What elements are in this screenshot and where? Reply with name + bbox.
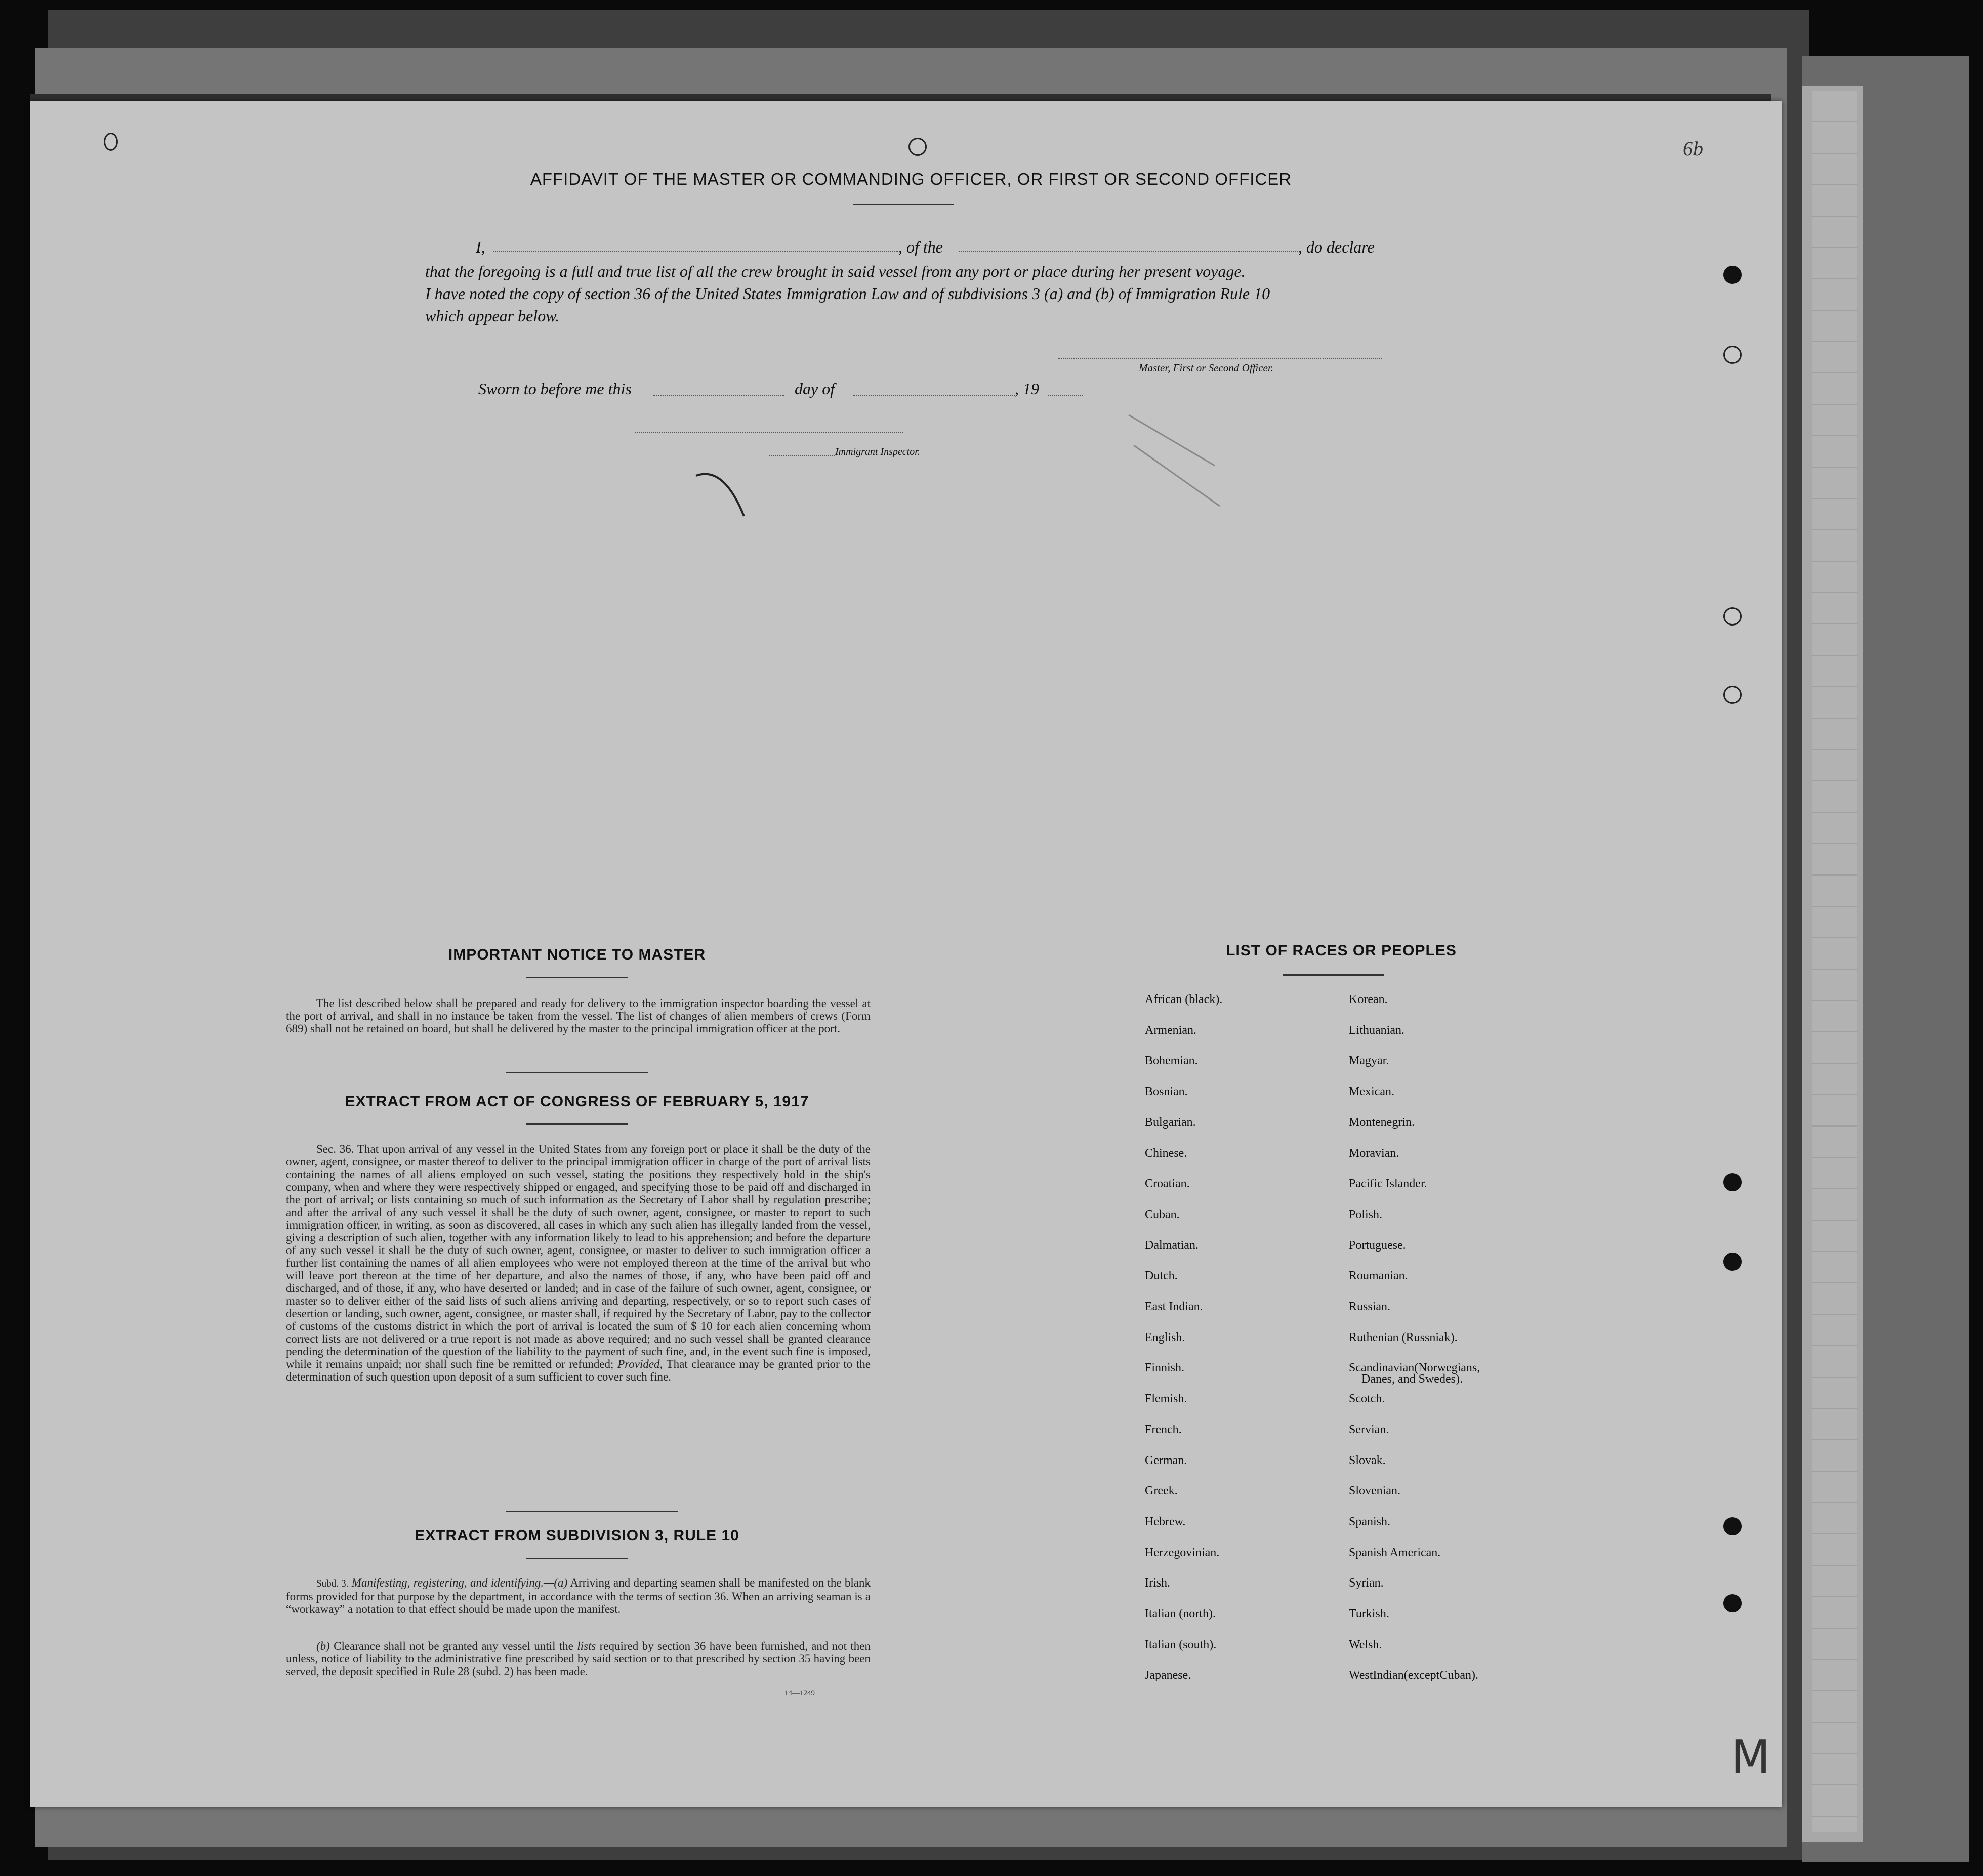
month-blank [853,395,1015,396]
race-item: Scandinavian(Norwegians, [1349,1361,1480,1374]
punch-hole [1723,1253,1742,1271]
subd-heading: Manifesting, registering, and identifying.—(a) [351,1576,568,1589]
affidavit-line-4: which appear below. [425,307,560,325]
race-item: Montenegrin. [1349,1116,1415,1129]
of-the-label: , of the [898,238,943,256]
lists-word: lists [577,1640,596,1652]
declare-label: , do declare [1298,238,1375,256]
race-item: Bohemian. [1145,1054,1198,1067]
year-blank [1048,395,1083,396]
race-item: Welsh. [1349,1638,1382,1651]
rule-extract-text-a [286,1576,871,1615]
race-item: Portuguese. [1349,1239,1406,1252]
handwritten-stroke [693,466,749,521]
act-extract-body-end: That clearance may be granted prior to the determination of such question upon deposit of a sum sufficient to cover such fine. [286,1358,871,1383]
race-item: Herzegovinian. [1145,1546,1220,1559]
race-item: Spanish American. [1349,1546,1441,1559]
affidavit-line-2: that the foregoing is a full and true list of all the crew brought in said vessel from any port or place during her present voyage. [425,262,1246,280]
race-item: Magyar. [1349,1054,1389,1067]
punch-hole [1723,1173,1742,1191]
punch-hole [1723,686,1742,704]
rule-extract-title: EXTRACT FROM SUBDIVISION 3, RULE 10 [415,1527,739,1544]
provided-word: Provided, [617,1358,663,1370]
race-item: Slovenian. [1349,1484,1400,1497]
vessel-blank [959,251,1298,252]
race-item: Roumanian. [1349,1269,1408,1282]
race-item: German. [1145,1454,1187,1467]
sworn-before-label: Sworn to before me this [478,380,632,398]
race-item: Irish. [1145,1576,1170,1590]
race-item: Dutch. [1145,1269,1178,1282]
handwritten-mark: M [1731,1731,1770,1784]
act-extract-body: Sec. 36. That upon arrival of any vessel in the United States from any foreign port or place it shall be the duty of the owner, agent, consignee, or master thereof to deliver to the principal immigration officer in charge of the port of arrival lists containing the names of all aliens employed on such vessel, stating the positions they respectively hold in the ship's company, when and where they were respectively shipped or engaged, and specifying those to be paid off and discharged in the port of arrival; or lists containing so much of such information as the Secretary of Labor shall by regulation prescribe; and after the arrival of any such vessel it shall be the duty of such owner, agent, consignee, or master to report to such immigration officer, in writing, as soon as discovered, all cases in which any such alien has illegally landed from the vessel, giving a description of such alien, together with any information likely to lead to his apprehension; and before the departure of any such vessel it shall be the duty of such owner, agent, consignee, or master to deliver to such immigration officer a further list containing the names of all alien employees who were not employed thereon at the time of the arrival but who will leave port thereon at the time of her departure, and also the names of those, if any, who have been paid off and discharged, and of those, if any, who have deserted or landed; and in case of the failure of such owner, agent, consignee, or master so to deliver either of the said lists of such aliens arriving and departing, respectively, or so to report such cases of desertion or landing, such owner, agent, consignee, or master shall, if required by the Secretary of Labor, pay to the collector of customs of the customs district in which the port of arrival is located the sum of $ 10 for each alien concerning whom correct lists are not delivered or a true report is not made as above required; and no such vessel shall be granted clearance pending the determination of the question of the liability to the payment of such fine, and, in the event such fine is imposed, while it remains unpaid; nor shall such fine be remitted or refunded; [286,1143,871,1370]
faint-pencil-strokes [1124,405,1225,526]
race-item: Japanese. [1145,1669,1191,1682]
race-item: Greek. [1145,1484,1178,1497]
race-item: Slovak. [1349,1454,1386,1467]
notice-title: IMPORTANT NOTICE TO MASTER [448,946,706,963]
rule-text-a: Arriving and departing seamen shall be manifested on the blank forms provided for that purpose by the department, in accordance with the terms of section 36. When an arriving seaman is a “workaway” a notation to that effect should be made upon the manifest. [286,1576,871,1615]
rule-text-b2: required by section 36 have been furnished, and not then unless, notice of liability to the administrative fine prescribed by said section or to that prescribed by section 35 having been served, the deposit specified in Rule 28 (subd. 2) has been made. [286,1640,871,1678]
race-item: Pacific Islander. [1349,1177,1427,1190]
race-item: Hebrew. [1145,1515,1186,1528]
race-item: Flemish. [1145,1392,1187,1405]
b-label: (b) [316,1640,330,1652]
race-item: Spanish. [1349,1515,1391,1528]
form-number: 14—1249 [784,1689,815,1697]
handwritten-mark: 6b [1683,137,1703,160]
race-item: WestIndian(exceptCuban). [1349,1669,1478,1682]
race-item: Bosnian. [1145,1085,1188,1098]
divider [506,1511,678,1512]
day-blank [653,395,784,396]
race-item: Cuban. [1145,1208,1180,1221]
day-of-label: day of [795,380,835,398]
affidavit-line-3: I have noted the copy of section 36 of the United States Immigration Law and of subdivisions 3 (a) and (b) of Immigration Rule 10 [425,284,1270,303]
race-item: Servian. [1349,1423,1389,1436]
race-item-continuation: Danes, and Swedes). [1361,1372,1463,1386]
subd-label: Subd. 3. [316,1578,349,1589]
race-item: Lithuanian. [1349,1024,1404,1037]
race-item: Scotch. [1349,1392,1385,1405]
race-item: Syrian. [1349,1576,1384,1590]
inspector-dots [769,455,835,456]
act-extract-text [286,1143,871,1383]
inspector-caption: Immigrant Inspector. [835,446,920,457]
race-item: Finnish. [1145,1361,1185,1374]
divider [1283,974,1384,976]
rule-extract-text-b [286,1640,871,1678]
race-item: Polish. [1349,1208,1383,1221]
year-prefix: , 19 [1015,380,1039,398]
race-item: Russian. [1349,1300,1391,1313]
punch-hole [1723,266,1742,284]
divider [526,1558,628,1559]
punch-hole [908,138,927,156]
inspector-signature-blank [635,432,903,433]
ruled-lines [1812,91,1857,1832]
divider [526,977,628,978]
act-extract-title: EXTRACT FROM ACT OF CONGRESS OF FEBRUARY 5, 1917 [345,1093,809,1110]
race-item: Bulgarian. [1145,1116,1196,1129]
races-title: LIST OF RACES OR PEOPLES [1226,942,1457,959]
race-item: Korean. [1349,993,1388,1006]
notice-text: The list described below shall be prepared and ready for delivery to the immigration inspector boarding the vessel at the port of arrival, and shall in no instance be taken from the vessel. The list of changes of alien members of crews (Form 689) shall not be retained on board, but shall be delivered by the master to the principal immigration officer at the port. [286,997,871,1035]
race-item: Chinese. [1145,1147,1187,1160]
race-item: French. [1145,1423,1182,1436]
divider [853,204,954,205]
race-item: African (black). [1145,993,1223,1006]
divider [506,1072,648,1073]
race-item: Croatian. [1145,1177,1190,1190]
rule-text-b1: Clearance shall not be granted any vessel until the [334,1640,573,1652]
affidavit-i-label: I, [476,238,485,256]
punch-hole [1723,607,1742,626]
affidavit-title: AFFIDAVIT OF THE MASTER OR COMMANDING OFFICER, OR FIRST OR SECOND OFFICER [530,170,1292,188]
race-item: Mexican. [1349,1085,1394,1098]
punch-hole [1723,346,1742,364]
race-item: Armenian. [1145,1024,1196,1037]
name-blank [493,251,898,252]
race-item: Dalmatian. [1145,1239,1199,1252]
punch-hole [104,133,118,151]
punch-hole [1723,1517,1742,1535]
divider [526,1123,628,1125]
race-item: Ruthenian (Russniak). [1349,1331,1458,1344]
signature-blank [1058,358,1382,359]
punch-hole [1723,1594,1742,1612]
race-item: East Indian. [1145,1300,1203,1313]
race-item: Moravian. [1349,1147,1399,1160]
race-item: Italian (south). [1145,1638,1217,1651]
race-item: Turkish. [1349,1607,1389,1620]
race-item: Italian (north). [1145,1607,1216,1620]
race-item: English. [1145,1331,1185,1344]
signature-caption: Master, First or Second Officer. [1139,362,1273,374]
